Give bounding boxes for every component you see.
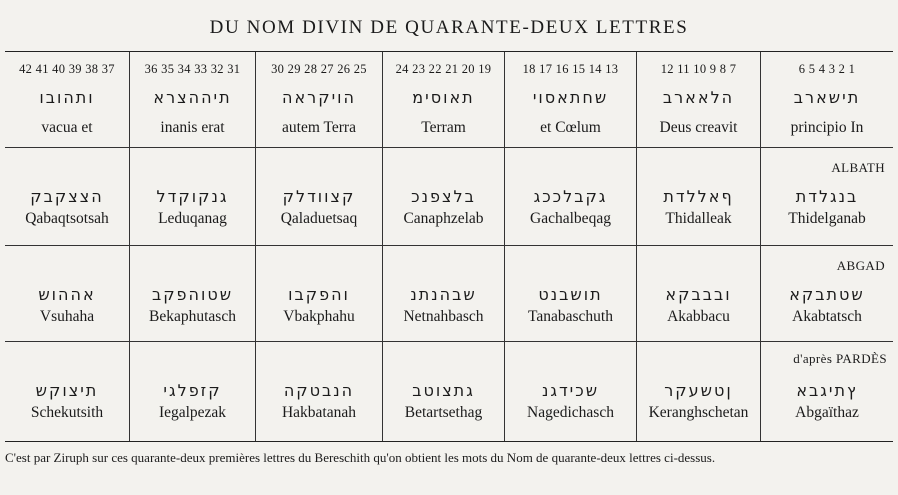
table-cell — [761, 342, 893, 441]
latin-gloss: principio In — [790, 119, 864, 136]
hebrew-letters: ותהובו — [39, 88, 95, 107]
footnote: C'est par Ziruph sur ces quarante-deux premières lettres du Bereschith qu'on obtient les mots du Nom de quarante-deux lettres ci-dessus. — [5, 450, 716, 465]
table-cell — [637, 52, 761, 148]
letter-numbers: 30 29 28 27 26 25 — [271, 62, 367, 76]
hebrew-letters: הלאארב — [662, 88, 735, 107]
name-word: Netnahbasch — [403, 308, 484, 325]
table-cell — [505, 148, 637, 246]
hebrew-letters: תיההצרא — [153, 88, 232, 107]
table-cell — [505, 246, 637, 342]
latin-gloss: vacua et — [41, 119, 93, 136]
hebrew-letters: קצוודלק — [282, 187, 356, 206]
table-cell — [5, 342, 130, 441]
table-cell — [5, 52, 130, 148]
hebrew-letters: ובבבקא — [665, 285, 732, 304]
bottom-rule — [5, 441, 893, 442]
table-cell — [505, 52, 637, 148]
letter-numbers: 36 35 34 33 32 31 — [144, 62, 241, 76]
table-cell — [637, 148, 761, 246]
name-word: Qabaqtsotsah — [25, 210, 109, 227]
name-word: Tanabaschuth — [528, 308, 613, 325]
latin-gloss: Terram — [421, 119, 466, 136]
name-word: Schekutsith — [30, 404, 104, 421]
hebrew-letters: והפקבו — [288, 285, 350, 304]
latin-gloss: Deus creavit — [659, 119, 738, 136]
name-word: Iegalpezak — [158, 404, 227, 421]
hebrew-letters: שכידגנ — [541, 381, 600, 400]
name-word: Leduqanag — [158, 210, 227, 227]
hebrew-letters: גקבלככג — [533, 187, 608, 206]
hebrew-letters: ףאללדת — [663, 187, 734, 206]
hebrew-letters: ןטשעקר — [664, 381, 733, 400]
name-word: Canaphzelab — [403, 210, 484, 227]
hebrew-letters: תושבנט — [538, 285, 603, 304]
latin-gloss: inanis erat — [160, 119, 225, 136]
name-word: Akabbacu — [667, 308, 730, 325]
letter-numbers: 12 11 10 9 8 7 — [660, 62, 737, 76]
name-word: Betartsethag — [404, 404, 483, 421]
hebrew-letters: בלצפנכ — [411, 187, 476, 206]
table-cell — [130, 148, 256, 246]
name-word: Vbakphahu — [283, 308, 355, 325]
table-cell — [5, 148, 130, 246]
table-cell — [637, 246, 761, 342]
latin-gloss: autem Terra — [282, 119, 356, 136]
hebrew-letters: ץתיגבא — [796, 381, 858, 400]
hebrew-letters: תישארב — [793, 88, 861, 107]
name-word: Thidalleak — [665, 210, 732, 227]
page-title: DU NOM DIVIN DE QUARANTE-DEUX LETTRES — [209, 17, 689, 38]
letter-numbers: 42 41 40 39 38 37 — [19, 62, 115, 76]
hebrew-letters: שבהנתנ — [410, 285, 477, 304]
hebrew-letters: אההוש — [38, 285, 96, 304]
letter-numbers: 18 17 16 15 14 13 — [522, 62, 619, 76]
letters-table — [5, 52, 893, 441]
hebrew-letters: בנגלדת — [795, 187, 859, 206]
name-word: Bekaphutasch — [149, 308, 236, 325]
name-word: Gachalbeqag — [530, 210, 611, 227]
table-cell — [383, 342, 505, 441]
name-word: Qaladuetsaq — [280, 210, 358, 227]
table-cell — [130, 246, 256, 342]
table-cell — [761, 246, 893, 342]
name-word: Vsuhaha — [39, 308, 95, 325]
table-cell — [383, 148, 505, 246]
hebrew-letters: קזפלגי — [163, 381, 222, 400]
table-cell — [256, 342, 383, 441]
table-cell — [256, 246, 383, 342]
table-cell — [130, 342, 256, 441]
name-word: Hakbatanah — [281, 404, 357, 421]
table-cell — [383, 52, 505, 148]
hebrew-letters: הצצקבק — [30, 187, 104, 206]
latin-gloss: et Cœlum — [540, 119, 601, 136]
name-word: Keranghschetan — [648, 404, 749, 421]
letter-numbers: 6 5 4 3 2 1 — [798, 62, 856, 76]
name-word: Thidelganab — [788, 210, 866, 227]
table-cell — [383, 246, 505, 342]
table-cell — [505, 342, 637, 441]
row-label: d'après PARDÈS — [793, 351, 887, 366]
hebrew-letters: שטוהפקב — [151, 285, 234, 304]
name-word: Akabtatsch — [792, 308, 862, 325]
hebrew-letters: גתצוטב — [412, 381, 475, 400]
letter-numbers: 24 23 22 21 20 19 — [395, 62, 492, 76]
table-cell — [256, 148, 383, 246]
name-word: Nagedichasch — [527, 404, 614, 421]
hebrew-letters: תאוסימ — [412, 88, 475, 107]
row-label: ALBATH — [831, 160, 885, 175]
row-label: ABGAD — [836, 258, 885, 273]
hebrew-letters: גנקוקדל — [156, 187, 229, 206]
table-cell — [761, 148, 893, 246]
hebrew-letters: הנבטקה — [283, 381, 355, 400]
name-word: Abgaïthaz — [795, 404, 859, 421]
table-cell — [637, 342, 761, 441]
table-cell — [130, 52, 256, 148]
table-cell — [5, 246, 130, 342]
hebrew-letters: תיצוקש — [35, 381, 99, 400]
hebrew-letters: הויקראה — [282, 88, 356, 107]
hebrew-letters: שחתאסוי — [532, 88, 609, 107]
table-cell — [761, 52, 893, 148]
table-cell — [256, 52, 383, 148]
hebrew-letters: שטתבקא — [789, 285, 865, 304]
